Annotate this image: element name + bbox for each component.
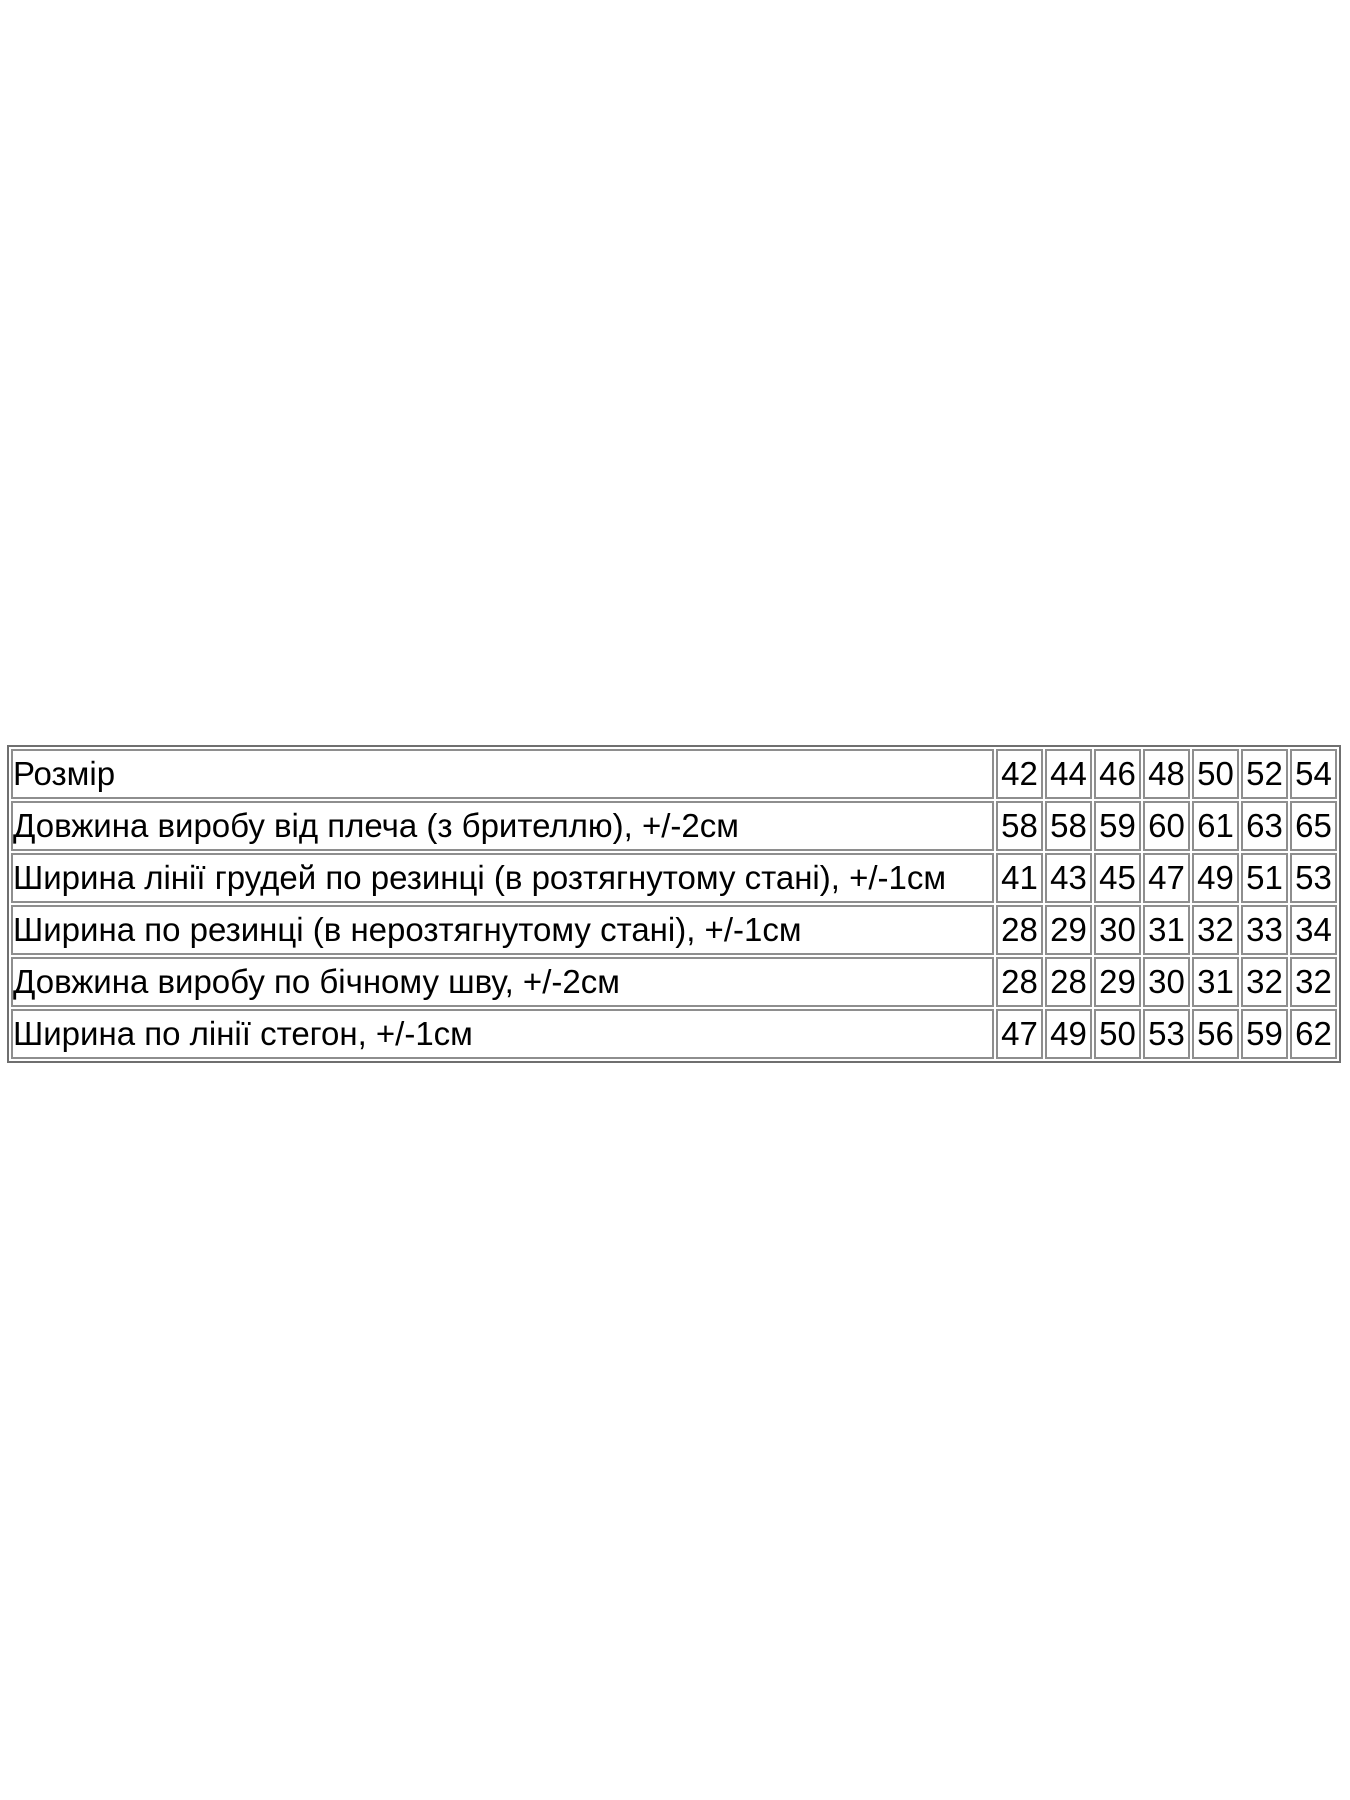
value-cell: 32 xyxy=(1290,957,1337,1007)
value-cell: 59 xyxy=(1241,1009,1288,1059)
value-cell: 47 xyxy=(1143,853,1190,903)
value-cell: 44 xyxy=(1045,749,1092,799)
size-chart-table xyxy=(7,745,1341,1063)
value-cell: 29 xyxy=(1094,957,1141,1007)
value-cell: 30 xyxy=(1143,957,1190,1007)
value-cell: 31 xyxy=(1192,957,1239,1007)
table-row-hips xyxy=(11,1009,1337,1059)
value-cell: 30 xyxy=(1094,905,1141,955)
value-cell: 54 xyxy=(1290,749,1337,799)
value-cell: 34 xyxy=(1290,905,1337,955)
value-cell: 50 xyxy=(1094,1009,1141,1059)
value-cell: 43 xyxy=(1045,853,1092,903)
value-cell: 41 xyxy=(996,853,1043,903)
row-label-cell: Ширина по лінії стегон, +/-1см xyxy=(11,1009,994,1059)
value-cell: 58 xyxy=(1045,801,1092,851)
value-cell: 49 xyxy=(1045,1009,1092,1059)
table-row-length-shoulder xyxy=(11,801,1337,851)
value-cell: 53 xyxy=(1143,1009,1190,1059)
table-row-size xyxy=(11,749,1337,799)
value-cell: 46 xyxy=(1094,749,1141,799)
value-cell: 32 xyxy=(1241,957,1288,1007)
value-cell: 28 xyxy=(996,905,1043,955)
value-cell: 56 xyxy=(1192,1009,1239,1059)
value-cell: 52 xyxy=(1241,749,1288,799)
value-cell: 63 xyxy=(1241,801,1288,851)
value-cell: 60 xyxy=(1143,801,1190,851)
value-cell: 48 xyxy=(1143,749,1190,799)
row-label-cell: Довжина виробу від плеча (з брителлю), +/-2см xyxy=(11,801,994,851)
row-label-cell: Розмір xyxy=(11,749,994,799)
table-row-chest-stretched xyxy=(11,853,1337,903)
value-cell: 28 xyxy=(996,957,1043,1007)
value-cell: 59 xyxy=(1094,801,1141,851)
row-label-cell: Ширина по резинці (в нерозтягнутому стані), +/-1см xyxy=(11,905,994,955)
value-cell: 42 xyxy=(996,749,1043,799)
value-cell: 53 xyxy=(1290,853,1337,903)
value-cell: 50 xyxy=(1192,749,1239,799)
value-cell: 47 xyxy=(996,1009,1043,1059)
value-cell: 29 xyxy=(1045,905,1092,955)
value-cell: 33 xyxy=(1241,905,1288,955)
value-cell: 28 xyxy=(1045,957,1092,1007)
value-cell: 32 xyxy=(1192,905,1239,955)
table-row-elastic-unstretched xyxy=(11,905,1337,955)
row-label-cell: Ширина лінії грудей по резинці (в розтягнутому стані), +/-1см xyxy=(11,853,994,903)
value-cell: 58 xyxy=(996,801,1043,851)
value-cell: 61 xyxy=(1192,801,1239,851)
value-cell: 65 xyxy=(1290,801,1337,851)
row-label-cell: Довжина виробу по бічному шву, +/-2см xyxy=(11,957,994,1007)
table-row-side-seam xyxy=(11,957,1337,1007)
value-cell: 31 xyxy=(1143,905,1190,955)
value-cell: 62 xyxy=(1290,1009,1337,1059)
value-cell: 51 xyxy=(1241,853,1288,903)
value-cell: 45 xyxy=(1094,853,1141,903)
value-cell: 49 xyxy=(1192,853,1239,903)
